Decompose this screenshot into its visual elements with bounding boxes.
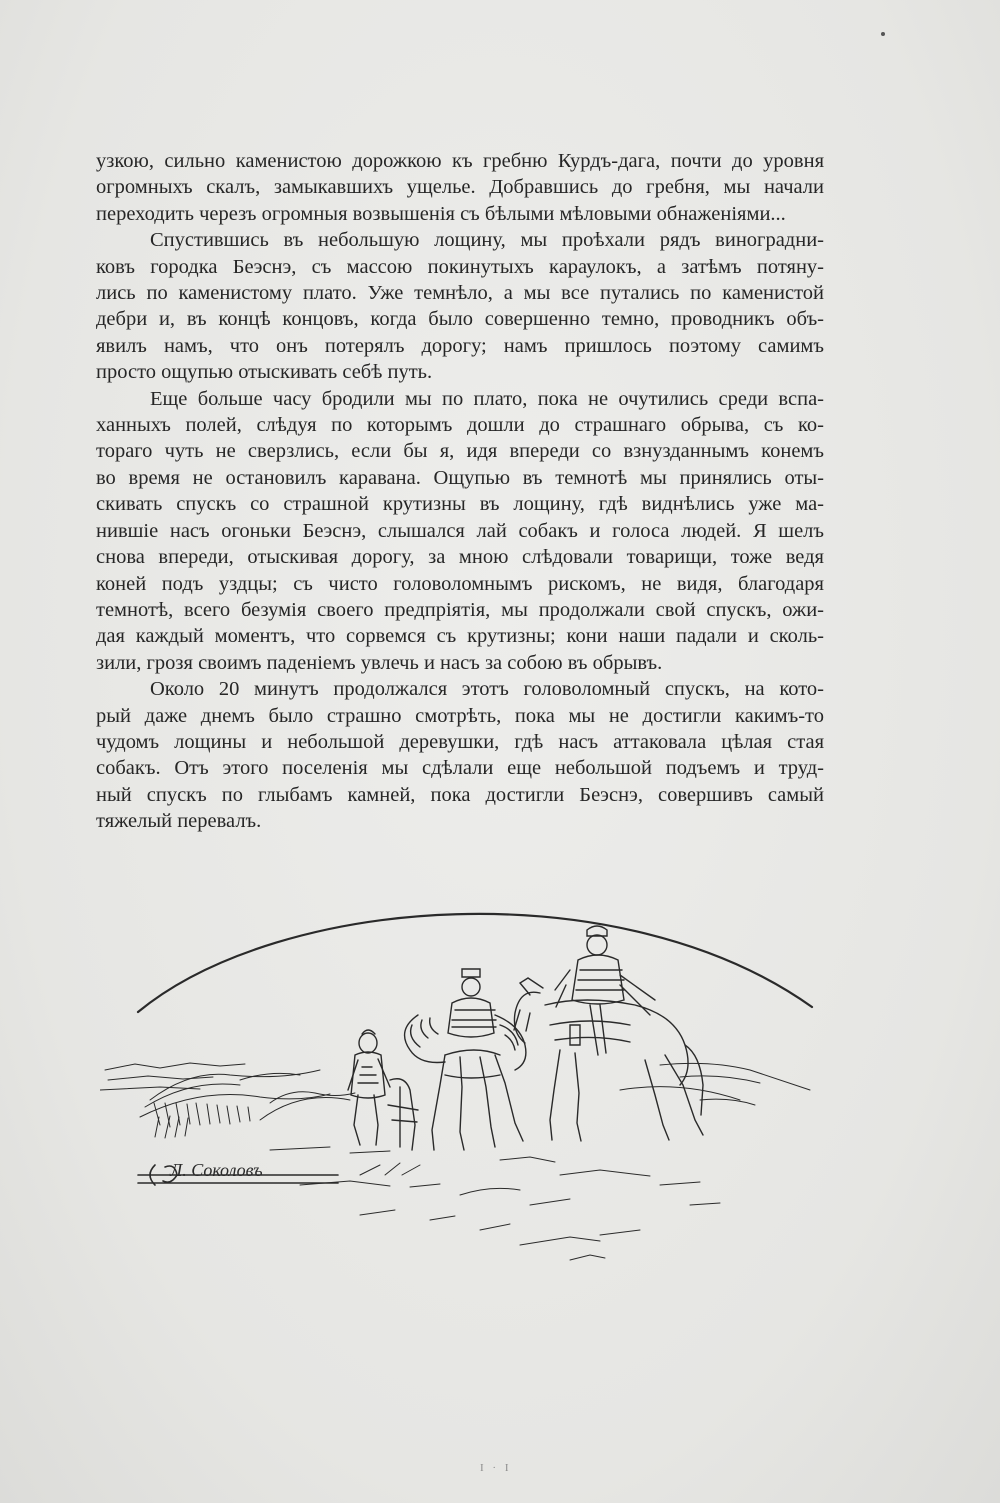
ground-hatching xyxy=(270,1147,720,1260)
riders-engraving-illustration xyxy=(100,875,820,1270)
text-line: нившіе насъ огоньки Беэснэ, слышался лай собакъ и голоса людей. Я шелъ xyxy=(96,519,824,542)
text-line: тораго чуть не сверзлись, если бы я, идя впереди со взнузданнымъ конемъ xyxy=(96,440,824,463)
text-line: переходить черезъ огромныя возвышенія съ бѣлыми мѣловыми обнаженіями... xyxy=(96,202,786,225)
right-rider-figure xyxy=(514,926,703,1141)
text-line: огромныхъ скалъ, замыкавшихъ ущелье. Добравшись до гребня, мы начали xyxy=(96,176,824,199)
text-line: лись по каменистому плато. Уже темнѣло, а мы все путались по каменистой xyxy=(96,282,824,305)
text-line: Еще больше часу бродили мы по плато, пока не очутились среди вспа- xyxy=(150,387,824,410)
text-line: рый даже днемъ было страшно смотрѣть, пока мы не достигли какимъ-то xyxy=(96,704,824,727)
text-line: Спустившись въ небольшую лощину, мы проѣхали рядъ виноградни- xyxy=(150,229,824,252)
text-line: собакъ. Отъ этого поселенія мы сдѣлали еще небольшой подъемъ и труд- xyxy=(96,757,824,780)
text-line: снова впереди, отыскивая дорогу, за мною слѣдовали товарищи, тоже ведя xyxy=(96,546,824,569)
walking-man-figure xyxy=(348,1030,418,1150)
text-line: во время не остановилъ каравана. Ощупью въ темнотѣ мы принялись оты- xyxy=(96,466,824,489)
paragraph-1 xyxy=(96,148,824,227)
text-line: дая каждый моментъ, что сорвемся съ крутизны; кони наши падали и сколь- xyxy=(96,625,824,648)
text-line: темнотѣ, всего безумія своего предпріятія, мы продолжали свой спускъ, ожи- xyxy=(96,598,824,621)
artist-signature: Л. Соколовъ xyxy=(170,1160,263,1180)
text-line: ханныхъ полей, слѣдуя по которымъ дошли до страшнаго обрыва, съ ко- xyxy=(96,414,824,437)
text-line: зили, грозя своимъ паденіемъ увлечь и насъ за собою въ обрывъ. xyxy=(96,651,663,674)
text-line: узкою, сильно каменистою дорожкою къ гребню Курдъ-дага, почти до уровня xyxy=(96,150,824,172)
paragraph-3 xyxy=(96,386,824,676)
text-line: Около 20 минутъ продолжался этотъ головоломный спускъ, на кото- xyxy=(150,678,824,701)
middle-rider-figure xyxy=(405,969,526,1150)
text-line: просто ощупью отыскивать себѣ путь. xyxy=(96,361,433,384)
text-line: ковъ городка Беэснэ, съ массою покинутыхъ караулокъ, а затѣмъ потяну- xyxy=(96,255,824,278)
text-line: тяжелый перевалъ. xyxy=(96,810,262,833)
text-block xyxy=(96,148,824,835)
terrain-hatching xyxy=(100,1063,810,1138)
paragraph-2 xyxy=(96,227,824,385)
text-line: коней подъ уздцы; съ чисто головоломнымъ рискомъ, не видя, благодаря xyxy=(96,572,824,595)
text-line: ный спускъ по глыбамъ камней, пока достигли Беэснэ, совершивъ самый xyxy=(96,783,824,806)
paragraph-4 xyxy=(96,676,824,834)
ink-speck xyxy=(881,32,885,36)
text-line: явилъ намъ, что онъ потерялъ дорогу; намъ пришлось поэтому самимъ xyxy=(96,334,824,357)
text-line: дебри и, въ концѣ концовъ, когда было совершенно темно, проводникъ объ- xyxy=(96,308,824,331)
text-line: скивать спускъ со страшной крутизны въ лощину, гдѣ виднѣлись уже ма- xyxy=(96,493,824,516)
text-line: чудомъ лощины и небольшой деревушки, гдѣ насъ аттаковала цѣлая стая xyxy=(96,730,824,753)
page-footer-mark: І · І xyxy=(480,1462,512,1474)
